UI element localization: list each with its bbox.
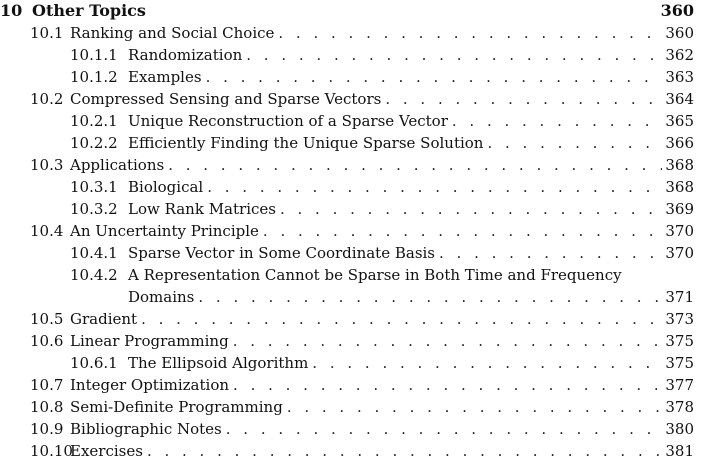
- dot-leader: [141, 308, 662, 330]
- subsection-number: 10.6.1: [70, 354, 118, 372]
- toc-entry-10-3-1[interactable]: [0, 176, 694, 198]
- toc-entry-10-2-2[interactable]: [0, 132, 694, 154]
- section-title: Applications: [70, 156, 165, 174]
- section-number: 10.8: [30, 398, 64, 416]
- page-number: 365: [665, 112, 694, 130]
- dot-leader: [206, 66, 663, 88]
- page-number: 377: [665, 376, 694, 394]
- toc-entry-10-2-1[interactable]: [0, 110, 694, 132]
- dot-leader: [207, 176, 662, 198]
- chapter-number: 10: [0, 1, 23, 20]
- section-title: Ranking and Social Choice: [70, 24, 275, 42]
- chapter-title: Other Topics: [32, 1, 146, 20]
- subsection-number: 10.3.1: [70, 178, 118, 196]
- toc-entry-10-2[interactable]: [0, 88, 694, 110]
- subsection-number: 10.1.2: [70, 68, 118, 86]
- toc-entry-10-3[interactable]: [0, 154, 694, 176]
- subsection-title: Unique Reconstruction of a Sparse Vector: [128, 112, 448, 130]
- page-number: 375: [665, 354, 694, 372]
- section-title: Integer Optimization: [70, 376, 230, 394]
- page-number: 366: [665, 134, 694, 152]
- section-title: An Uncertainty Principle: [70, 222, 259, 240]
- dot-leader: [263, 220, 662, 242]
- toc-entry-10-4-2[interactable]: [0, 264, 694, 286]
- section-number: 10.3: [30, 156, 64, 174]
- dot-leader: [280, 198, 662, 220]
- toc-entry-10-1[interactable]: [0, 22, 694, 44]
- section-title: Linear Programming: [70, 332, 229, 350]
- subsection-title: Randomization: [128, 46, 243, 64]
- dot-leader: [312, 352, 662, 374]
- subsection-title: Biological: [128, 178, 204, 196]
- subsection-title: A Representation Cannot be Sparse in Both Time and Frequency: [128, 266, 622, 284]
- toc-entry-10-5[interactable]: [0, 308, 694, 330]
- toc-entry-10-10[interactable]: [0, 440, 694, 462]
- chapter-page: 360: [660, 1, 694, 20]
- dot-leader: [385, 88, 662, 110]
- toc-entry-10-7[interactable]: [0, 374, 694, 396]
- page-number: 370: [665, 244, 694, 262]
- dot-leader: [233, 374, 662, 396]
- dot-leader: [198, 286, 662, 308]
- toc-entry-10-3-2[interactable]: [0, 198, 694, 220]
- page-number: 368: [665, 156, 694, 174]
- subsection-number: 10.3.2: [70, 200, 118, 218]
- toc-entry-10-4-2-continued[interactable]: [0, 286, 694, 308]
- toc-entry-10-1-1[interactable]: [0, 44, 694, 66]
- toc-entry-10-1-2[interactable]: [0, 66, 694, 88]
- subsection-title: The Ellipsoid Algorithm: [128, 354, 309, 372]
- section-title: Compressed Sensing and Sparse Vectors: [70, 90, 382, 108]
- toc-entry-10-8[interactable]: [0, 396, 694, 418]
- section-number: 10.9: [30, 420, 64, 438]
- page-number: 362: [665, 46, 694, 64]
- section-title: Exercises: [70, 442, 143, 460]
- page-number: 371: [665, 288, 694, 306]
- toc-entry-10-4-1[interactable]: [0, 242, 694, 264]
- page-number: 375: [665, 332, 694, 350]
- dot-leader: [287, 396, 663, 418]
- page-number: 370: [665, 222, 694, 240]
- subsection-title-continued: Domains: [128, 288, 195, 306]
- section-number: 10.10: [30, 442, 73, 460]
- page-number: 369: [665, 200, 694, 218]
- dot-leader: [168, 154, 662, 176]
- subsection-number: 10.2.2: [70, 134, 118, 152]
- dot-leader: [147, 440, 662, 462]
- page-number: 368: [665, 178, 694, 196]
- page-number: 364: [665, 90, 694, 108]
- subsection-title: Examples: [128, 68, 202, 86]
- page-number: 360: [665, 24, 694, 42]
- section-number: 10.5: [30, 310, 64, 328]
- subsection-number: 10.4.2: [70, 266, 118, 284]
- page-number: 373: [665, 310, 694, 328]
- subsection-number: 10.1.1: [70, 46, 118, 64]
- section-number: 10.7: [30, 376, 64, 394]
- subsection-number: 10.2.1: [70, 112, 118, 130]
- section-number: 10.1: [30, 24, 64, 42]
- dot-leader: [246, 44, 662, 66]
- section-number: 10.6: [30, 332, 64, 350]
- subsection-number: 10.4.1: [70, 244, 118, 262]
- section-number: 10.4: [30, 222, 64, 240]
- page-number: 381: [665, 442, 694, 460]
- subsection-title: Sparse Vector in Some Coordinate Basis: [128, 244, 436, 262]
- section-title: Bibliographic Notes: [70, 420, 222, 438]
- dot-leader: [487, 132, 662, 154]
- page-number: 363: [665, 68, 694, 86]
- page-number: 380: [665, 420, 694, 438]
- toc-entry-10-6[interactable]: [0, 330, 694, 352]
- subsection-title: Efficiently Finding the Unique Sparse Solution: [128, 134, 484, 152]
- toc-entry-10-6-1[interactable]: [0, 352, 694, 374]
- dot-leader: [278, 22, 662, 44]
- toc-entry-10-4[interactable]: [0, 220, 694, 242]
- section-title: Gradient: [70, 310, 138, 328]
- subsection-title: Low Rank Matrices: [128, 200, 276, 218]
- dot-leader: [452, 110, 662, 132]
- dot-leader: [439, 242, 662, 264]
- section-number: 10.2: [30, 90, 64, 108]
- dot-leader: [233, 330, 663, 352]
- section-title: Semi-Definite Programming: [70, 398, 283, 416]
- toc-chapter-10[interactable]: [0, 0, 694, 22]
- toc-entry-10-9[interactable]: [0, 418, 694, 440]
- dot-leader: [226, 418, 663, 440]
- page-number: 378: [665, 398, 694, 416]
